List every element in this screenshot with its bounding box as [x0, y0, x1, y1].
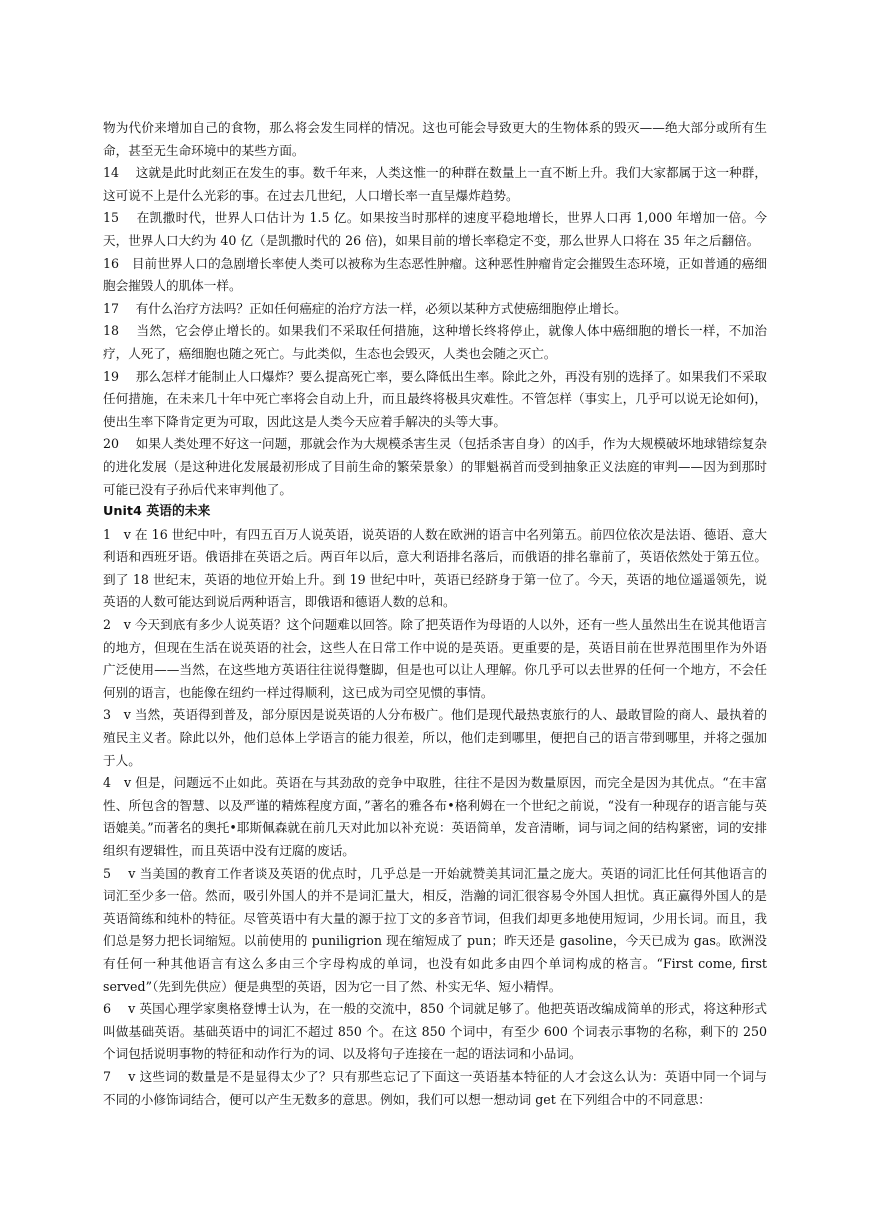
paragraph-19: 19 那么怎样才能制止人口爆炸？要么提高死亡率，要么降低出生率。除此之外，再没有别的选择了。如果我们不采取任何措施，在未来几十年中死亡率将会自动上升，而且最终将极具灾难性。不管怎样（事实上，几乎可以说无论如何)，使出生率下降肯定更为可取，因此这是人类今天应着手解决的头等大事。	[103, 368, 767, 429]
paragraph-18: 18 当然，它会停止增长的。如果我们不采取任何措施，这种增长终将停止，就像人体中癌细胞的增长一样，不加治疗，人死了，癌细胞也随之死亡。与此类似，生态也会毁灭，人类也会随之灭亡。	[103, 323, 767, 361]
paragraph-16: 16 目前世界人口的急剧增长率使人类可以被称为生态恶性肿瘤。这种恶性肿瘤肯定会摧毁生态环境，正如普通的癌细胞会摧毁人的肌体一样。	[103, 255, 767, 294]
paragraph-unit4-2: 2 v 今天到底有多少人说英语？这个问题难以回答。除了把英语作为母语的人以外，还有一些人虽然出生在说其他语言的地方，但现在生活在说英语的社会，这些人在日常工作中说的是英语。更重要的是，英语目前在世界范围里作为外语广泛使用——当然，在这些地方英语往往说得蹩脚，但是也可以让人理解。你几乎可以去世界的任何一个地方，不会任何别的语言，也能像在纽约一样过得顺利，这已成为司空见惯的事情。	[103, 617, 767, 700]
paragraph-unit4-3: 3 v 当然，英语得到普及，部分原因是说英语的人分布极广。他们是现代最热衷旅行的人、最敢冒险的商人、最执着的殖民主义者。除此以外，他们总体上学语言的能力很差，所以，他们走到哪里，便把自己的语言带到哪里，并将之强加于人。	[103, 707, 767, 768]
unit-heading: Unit4 英语的未来	[103, 504, 211, 520]
document-page	[103, 117, 767, 1111]
paragraph-unit4-7: 7 v 这些词的数量是不是显得太少了？只有那些忘记了下面这一英语基本特征的人才会这么认为：英语中同一个词与不同的小修饰词结合，便可以产生无数多的意思。例如，我们可以想一想动词 get 在下列组合中的不同意思：	[103, 1068, 767, 1107]
paragraph-14: 14 这就是此时此刻正在发生的事。数千年来，人类这惟一的种群在数量上一直不断上升。我们大家都属于这一种群，这可说不上是什么光彩的事。在过去几世纪，人口增长率一直呈爆炸趋势。	[103, 165, 767, 203]
paragraph-20: 20 如果人类处理不好这一问题，那就会作为大规模杀害生灵（包括杀害自身）的凶手，作为大规模破坏地球错综复杂的进化发展（是这种进化发展最初形成了目前生命的繁荣景象）的罪魁祸首而受到抽象正义法庭的审判——因为到那时可能已没有子孙后代来审判他了。	[103, 436, 767, 497]
paragraph-unit4-6: 6 v 英国心理学家奥格登博士认为，在一般的交流中，850 个词就足够了。他把英语改编成简单的形式，将这种形式叫做基础英语。基础英语中的词汇不超过 850 个。在这 850 个词中，有至少 600 个词表示事物的名称，剩下的 250 个词包括说明事物的特征和动作行为的词、以及将句子连接在一起的语法词和小品词。	[103, 1001, 767, 1062]
paragraph-15: 15 在凯撒时代，世界人口估计为 1.5 亿。如果按当时那样的速度平稳地增长，世界人口再 1,000 年增加一倍。今天，世界人口大约为 40 亿（是凯撒时代的 26 倍)，如果目前的增长率稳定不变，那么世界人口将在 35 年之后翻倍。	[103, 210, 767, 248]
paragraph-17: 17 有什么治疗方法吗？正如任何癌症的治疗方法一样，必须以某种方式使癌细胞停止增长。	[103, 300, 627, 316]
paragraph-unit4-4: 4 v 但是，问题远不止如此。英语在与其劲敌的竞争中取胜，往往不是因为数量原因，而完全是因为其优点。“在丰富性、所包含的智慧、以及严谨的精炼程度方面，”著名的雅各布•格利姆在一个世纪之前说，“没有一种现存的语言能与英语媲美。”而著名的奥托•耶斯佩森就在前几天对此加以补充说：英语简单，发音清晰，词与词之间的结构紧密，词的安排组织有逻辑性，而且英语中没有迂腐的废话。	[103, 775, 767, 858]
paragraph-unit4-1: 1 v 在 16 世纪中叶，有四五百万人说英语，说英语的人数在欧洲的语言中名列第五。前四位依次是法语、德语、意大利语和西班牙语。俄语排在英语之后。两百年以后，意大利语排名落后，而俄语的排名靠前了，英语依然处于第五位。到了 18 世纪末，英语的地位开始上升。到 19 世纪中叶，英语已经跻身于第一位了。今天，英语的地位遥遥领先，说英语的人数可能达到说后两种语言，即俄语和德语人数的总和。	[103, 526, 767, 610]
paragraph-unit4-5: 5 v 当美国的教育工作者谈及英语的优点时，几乎总是一开始就赞美其词汇量之庞大。英语的词汇比任何其他语言的词汇至少多一倍。然而，吸引外国人的并不是词汇量大，相反，浩瀚的词汇很容易令外国人担忧。真正赢得外国人的是英语简练和纯朴的特征。尽管英语中有大量的源于拉丁文的多音节词，但我们却更多地使用短词，少用长词。而且，我们总是努力把长词缩短。以前使用的 puniligrion 现在缩短成了 pun；昨天还是 gasoline，今天已成为 gas。欧洲没有任何一种其他语言有这么多由三个字母构成的单词，也没有如此多由四个单词构成的格言。“First come, first served”（先到先供应）便是典型的英语，因为它一目了然、朴实无华、短小精悍。	[103, 865, 767, 994]
paragraph-continuation: 物为代价来增加自己的食物，那么将会发生同样的情况。这也可能会导致更大的生物体系的毁灭——绝大部分或所有生命，甚至无生命环境中的某些方面。	[103, 120, 767, 158]
